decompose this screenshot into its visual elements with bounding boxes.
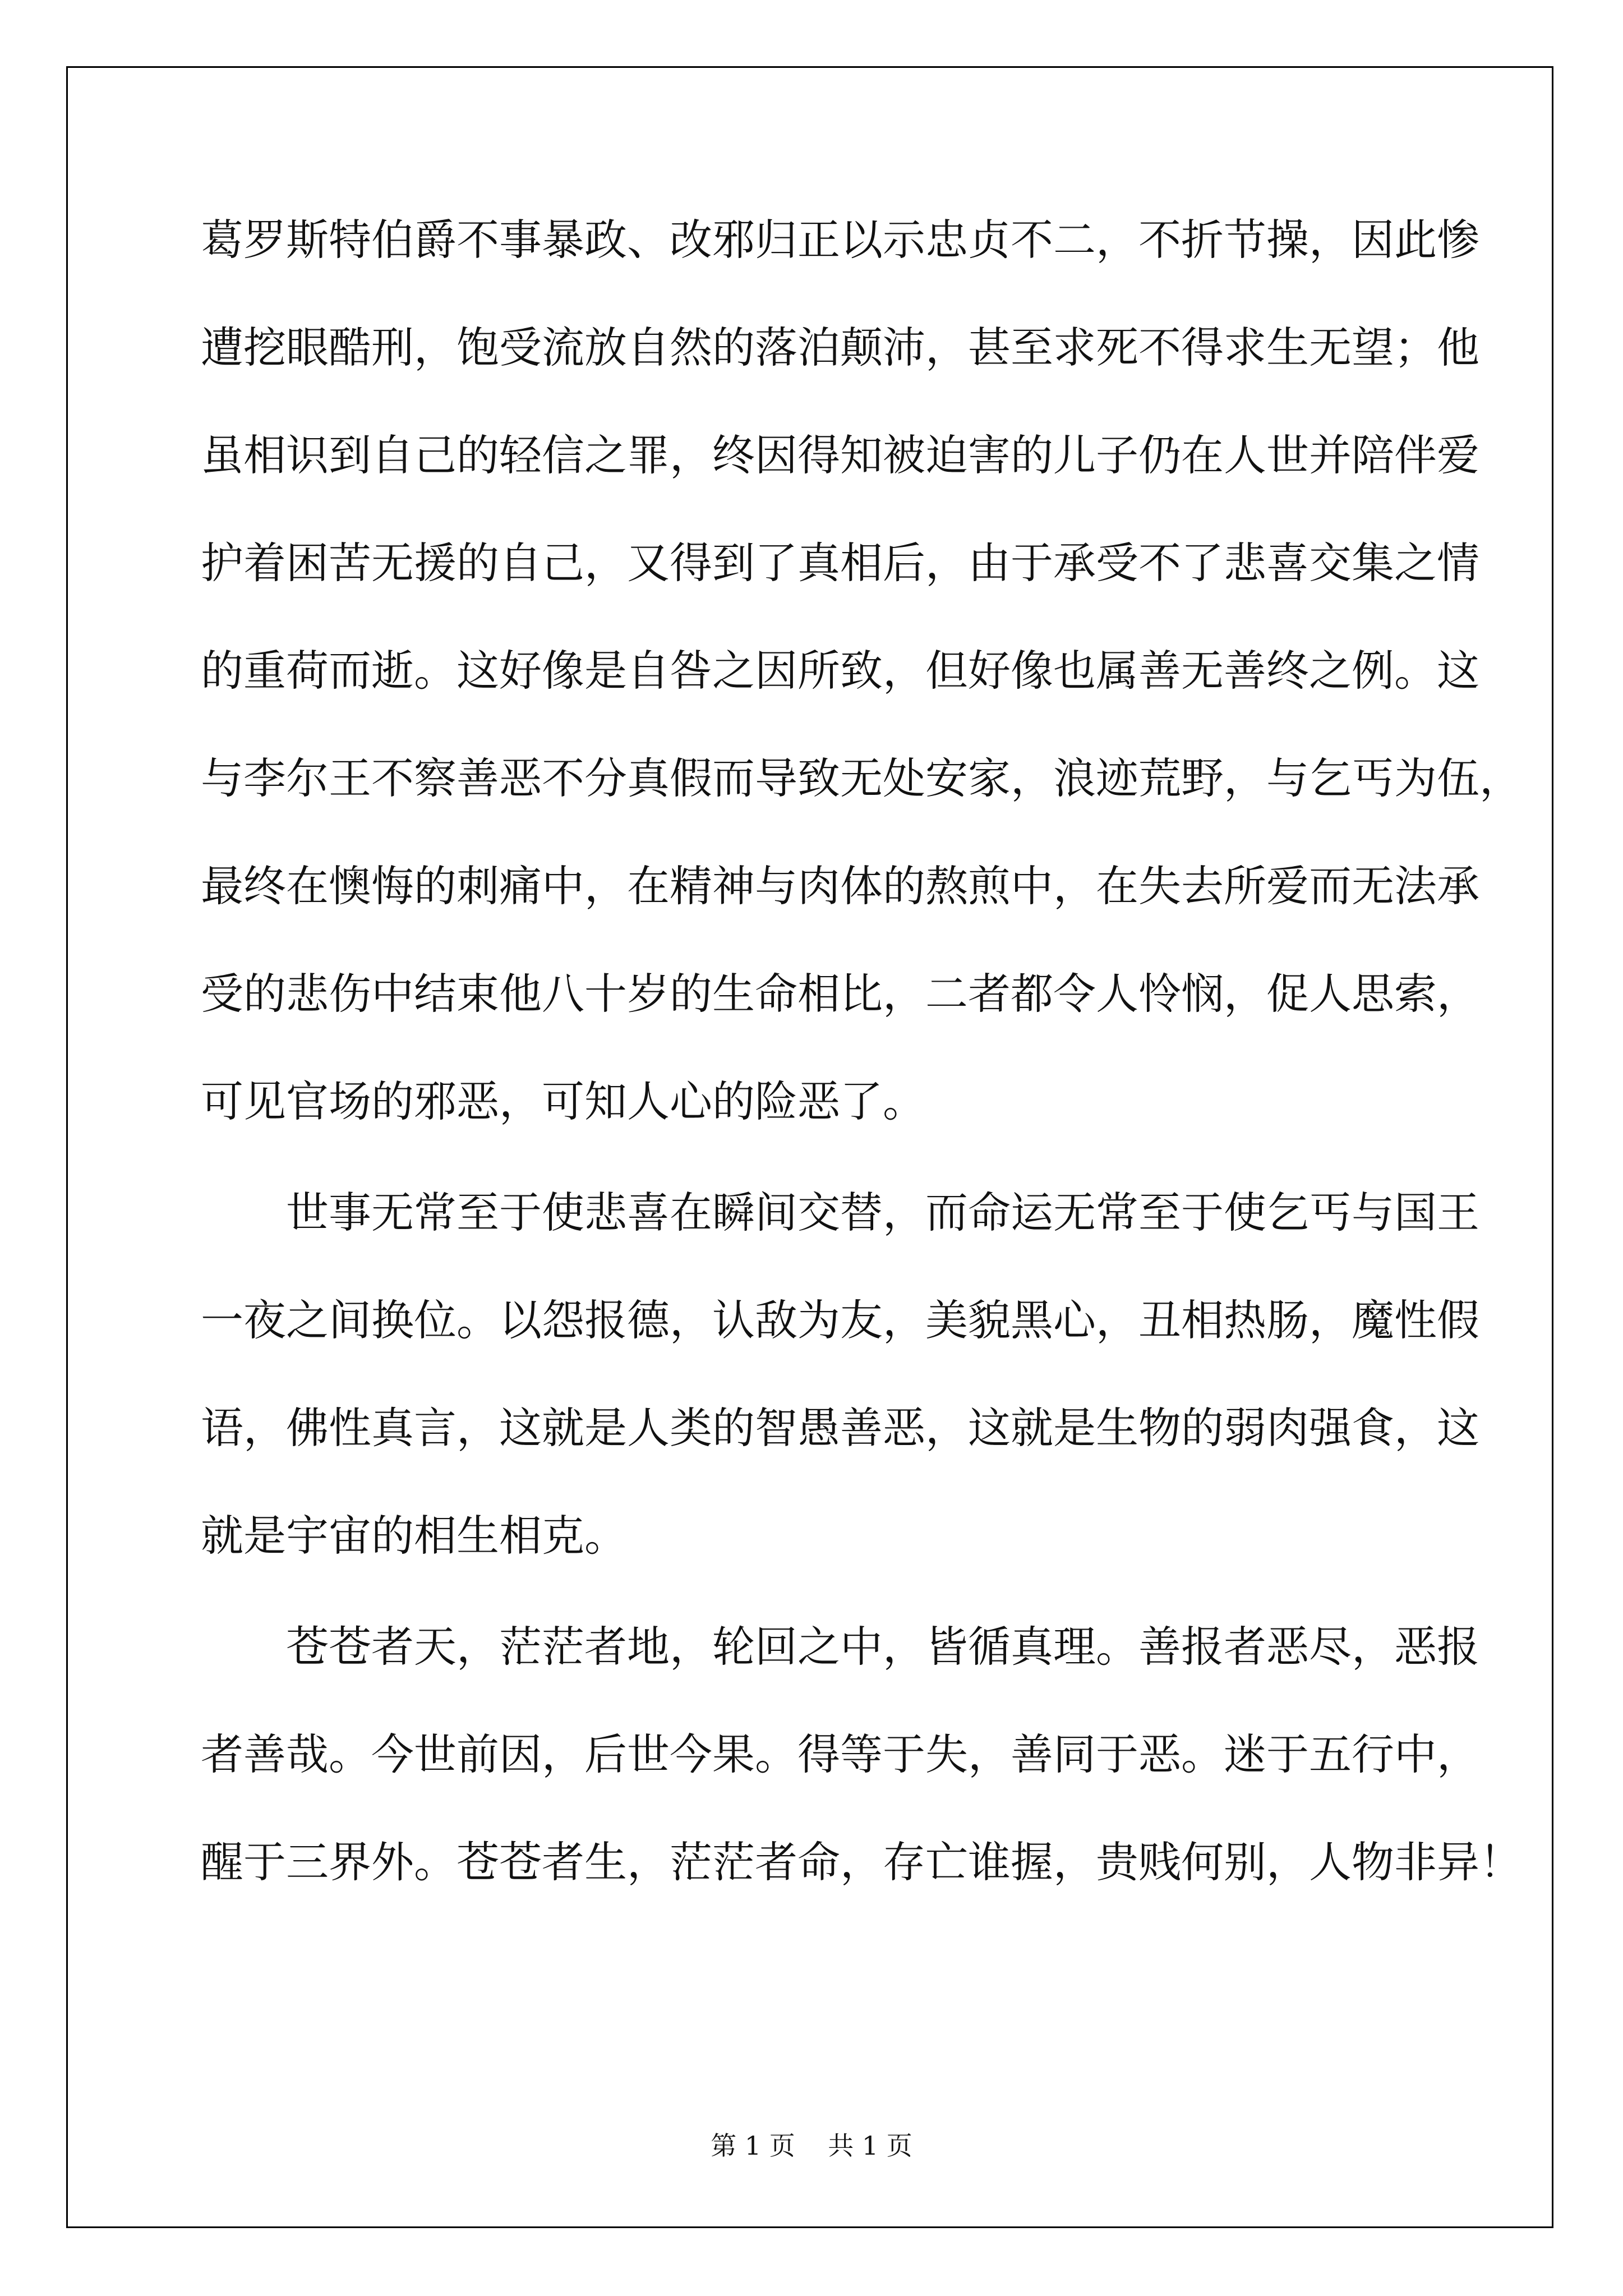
text-line: 苍苍者天，茫茫者地，轮回之中，皆循真理。善报者恶尽，恶报 bbox=[201, 1622, 1479, 1672]
document-body bbox=[201, 212, 1522, 1942]
text-line: 醒于三界外。苍苍者生，茫茫者命，存亡谁握，贵贱何别，人物非异！ bbox=[201, 1837, 1522, 1887]
text-line: 就是宇宙的相生相克。 bbox=[201, 1511, 627, 1561]
text-line: 与李尔王不察善恶不分真假而导致无处安家，浪迹荒野，与乞丐为伍， bbox=[201, 753, 1522, 803]
text-line: 世事无常至于使悲喜在瞬间交替，而命运无常至于使乞丐与国王 bbox=[201, 1188, 1479, 1237]
text-line: 者善哉。今世前因，后世今果。得等于失，善同于恶。迷于五行中， bbox=[201, 1729, 1479, 1779]
text-line: 的重荷而逝。这好像是自咎之因所致，但好像也属善无善终之例。这 bbox=[201, 646, 1479, 696]
page-number: 第 1 页 bbox=[711, 2131, 795, 2161]
text-line: 葛罗斯特伯爵不事暴政、改邪归正以示忠贞不二，不折节操，因此惨 bbox=[201, 215, 1479, 265]
page-footer bbox=[0, 2129, 1623, 2162]
page-total: 共 1 页 bbox=[828, 2131, 912, 2161]
text-line: 一夜之间换位。以怨报德，认敌为友，美貌黑心，丑相热肠，魔性假 bbox=[201, 1295, 1479, 1345]
text-line: 护着困苦无援的自己，又得到了真相后，由于承受不了悲喜交集之情 bbox=[201, 538, 1479, 588]
text-line: 遭挖眼酷刑，饱受流放自然的落泊颠沛，甚至求死不得求生无望；他 bbox=[201, 323, 1479, 372]
text-line: 可见官场的邪恶，可知人心的险恶了。 bbox=[201, 1076, 925, 1126]
text-line: 最终在懊悔的刺痛中，在精神与肉体的熬煎中，在失去所爱而无法承 bbox=[201, 861, 1479, 911]
text-line: 虽相识到自己的轻信之罪，终因得知被迫害的儿子仍在人世并陪伴爱 bbox=[201, 430, 1479, 480]
text-line: 受的悲伤中结束他八十岁的生命相比，二者都令人怜悯，促人思索， bbox=[201, 969, 1479, 1019]
text-line: 语，佛性真言，这就是人类的智愚善恶，这就是生物的弱肉强食，这 bbox=[201, 1403, 1479, 1453]
